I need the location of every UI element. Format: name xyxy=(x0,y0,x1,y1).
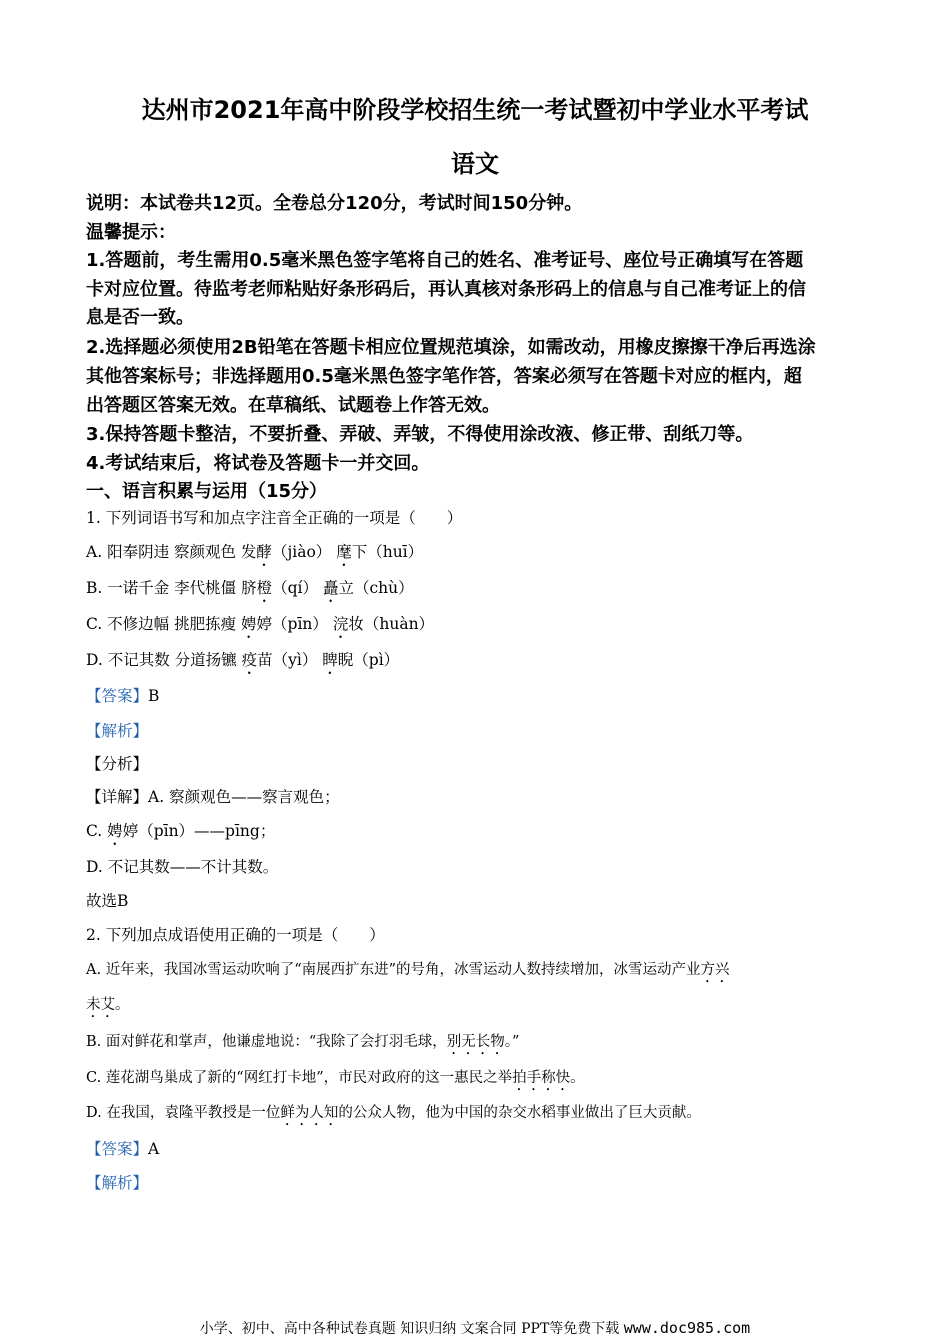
dotted-idiom: 别无长物 xyxy=(446,1034,505,1050)
pinyin: （qí） xyxy=(272,579,323,597)
pinyin: 立（chù） xyxy=(338,579,414,597)
pinyin: 睨（pì） xyxy=(337,651,400,669)
notice-line: 1.答题前，考生需用0.5毫米黑色签字笔将自己的姓名、准考证号、座位号正确填写在答题 xyxy=(86,250,804,271)
question-2-option-a xyxy=(86,958,730,986)
dotted-idiom: 拍手称快 xyxy=(512,1070,571,1086)
question-2-option-d xyxy=(86,1101,701,1129)
exam-title: 达州市2021年高中阶段学校招生统一考试暨初中学业水平考试 xyxy=(141,96,809,124)
dotted-idiom: 未艾 xyxy=(86,997,115,1013)
question-2-answer xyxy=(86,1137,159,1159)
question-1-detail xyxy=(86,785,340,807)
dotted-idiom: 鲜为人知 xyxy=(280,1105,339,1121)
option-text: B. 面对鲜花和掌声，他谦虚地说：“我除了会打羽毛球， xyxy=(86,1034,447,1050)
notice-line: 卡对应位置。待监考老师粘贴好条形码后，再认真核对条形码上的信息与自己准考证上的信 xyxy=(86,279,806,300)
detail-label: 【详解】 xyxy=(86,788,149,806)
notice-tip-label: 温馨提示： xyxy=(86,222,176,243)
answer-label: 【答案】 xyxy=(86,687,149,705)
question-2-option-b xyxy=(86,1030,519,1058)
option-words: 不记其数 分道扬镳 xyxy=(107,651,242,669)
footer-site-link[interactable]: www.doc985.com xyxy=(623,1319,751,1337)
answer-value: B xyxy=(148,687,160,705)
option-letter: C. xyxy=(86,615,108,633)
answer-label: 【答案】 xyxy=(86,1140,149,1158)
option-letter: A. xyxy=(86,543,108,561)
footer-text: 小学、初中、高中各种试卷真题 知识归纳 文案合同 PPT等免费下载 xyxy=(199,1321,624,1337)
dotted-char: 娉 xyxy=(107,822,123,840)
dotted-char: 睥 xyxy=(322,651,338,669)
dotted-idiom: 方兴 xyxy=(700,962,730,978)
pinyin: （jiào） xyxy=(271,543,337,561)
question-1-detail-c xyxy=(86,819,275,849)
question-1-option-d xyxy=(86,648,399,678)
option-letter: B. xyxy=(86,579,108,597)
question-1-fenxi: 【分析】 xyxy=(86,755,149,773)
question-1-option-b xyxy=(86,576,414,606)
notice-line: 2.选择题必须使用2B铅笔在答题卡相应位置规范填涂，如需改动，用橡皮擦擦干净后再选涂 xyxy=(86,337,816,358)
question-2-option-c xyxy=(86,1066,585,1094)
detail-text: 婷（pīn）——pīng； xyxy=(122,822,276,840)
answer-value: A xyxy=(148,1140,160,1158)
option-letter: D. xyxy=(86,651,108,669)
option-words: 不修边幅 挑肥拣瘦 xyxy=(107,615,242,633)
question-2-option-a-cont xyxy=(86,993,130,1021)
question-1-conclusion: 故选B xyxy=(86,892,129,910)
question-1-option-c xyxy=(86,612,434,642)
option-text: 。 xyxy=(115,997,130,1013)
notice-line: 4.考试结束后，将试卷及答题卡一并交回。 xyxy=(86,453,430,474)
option-text: D. 在我国，袁隆平教授是一位 xyxy=(86,1105,281,1121)
question-2-analysis-label: 【解析】 xyxy=(86,1174,149,1192)
dotted-char: 浣 xyxy=(332,615,349,633)
option-text: A. 近年来，我国冰雪运动吹响了“南展西扩东进”的号角，冰雪运动人数持续增加，冰雪运动产业 xyxy=(86,962,701,978)
dotted-char: 矗 xyxy=(322,579,339,597)
option-text: 。” xyxy=(504,1034,520,1050)
pinyin: 婷（pīn） xyxy=(256,615,333,633)
question-1-stem: 1. 下列词语书写和加点字注音全正确的一项是（ ） xyxy=(86,509,463,527)
notice-line: 出答题区答案无效。在草稿纸、试题卷上作答无效。 xyxy=(86,395,500,416)
option-text: C. 莲花湖鸟巢成了新的“网红打卡地”，市民对政府的这一惠民之举 xyxy=(86,1070,513,1086)
section-heading: 一、语言积累与运用（15分） xyxy=(86,481,328,502)
question-1-analysis-label: 【解析】 xyxy=(86,722,149,740)
dotted-char: 疫 xyxy=(241,651,258,669)
question-2-stem: 2. 下列加点成语使用正确的一项是（ ） xyxy=(86,926,385,944)
notice-line: 3.保持答题卡整洁，不要折叠、弄破、弄皱，不得使用涂改液、修正带、刮纸刀等。 xyxy=(86,424,754,445)
question-1-option-a xyxy=(86,540,423,570)
detail-text: A. 察颜观色——察言观色； xyxy=(148,788,340,806)
dotted-char: 麾 xyxy=(336,543,352,561)
detail-text: C. xyxy=(86,822,108,840)
question-1-detail-d: D. 不记其数——不计其数。 xyxy=(86,858,279,876)
pinyin: 下（huī） xyxy=(351,543,424,561)
notice-line: 其他答案标号；非选择题用0.5毫米黑色签字笔作答，答案必须写在答题卡对应的框内，超 xyxy=(86,366,802,387)
dotted-char: 橙 xyxy=(256,579,273,597)
dotted-char: 娉 xyxy=(241,615,257,633)
pinyin: 妆（huàn） xyxy=(348,615,435,633)
dotted-char: 酵 xyxy=(256,543,272,561)
notice-desc: 说明：本试卷共12页。全卷总分120分，考试时间150分钟。 xyxy=(86,193,583,214)
pinyin: 苗（yì） xyxy=(257,651,323,669)
option-text: 的公众人物，他为中国的杂交水稻事业做出了巨大贡献。 xyxy=(338,1105,701,1121)
subject-title: 语文 xyxy=(451,150,499,178)
option-words: 一诺千金 李代桃僵 脐 xyxy=(107,579,257,597)
option-text: 。 xyxy=(570,1070,585,1086)
notice-line: 息是否一致。 xyxy=(86,307,194,328)
option-words: 阳奉阴违 察颜观色 发 xyxy=(107,543,257,561)
question-1-answer xyxy=(86,684,159,706)
page-footer xyxy=(0,1318,950,1338)
